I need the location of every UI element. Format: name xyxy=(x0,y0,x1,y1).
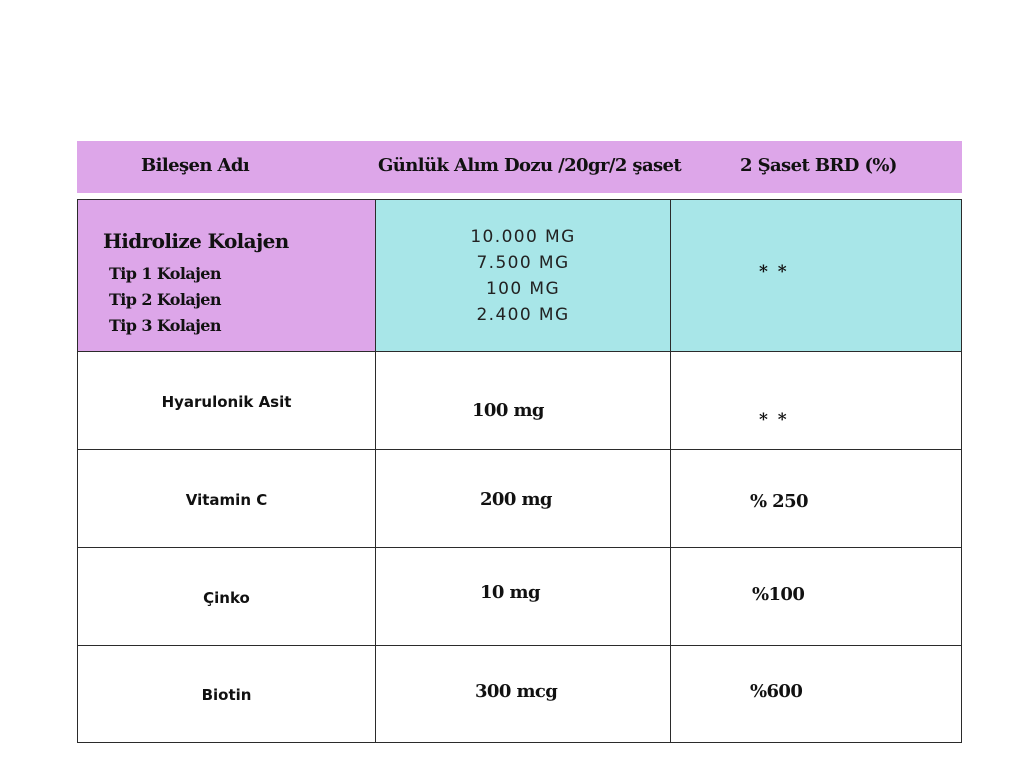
header-ingredient-name: Bileşen Adı xyxy=(141,155,250,176)
table-row-dose xyxy=(375,351,671,450)
collagen-dose-2: 7.500 MG xyxy=(476,253,570,273)
ingredient-dose: 300 mcg xyxy=(475,681,558,702)
nutrition-table xyxy=(77,199,962,743)
collagen-name-cell xyxy=(77,199,376,352)
collagen-type-3: Tip 3 Kolajen xyxy=(109,316,221,335)
table-row-brd xyxy=(670,645,962,743)
ingredient-name: Vitamin C xyxy=(185,491,268,509)
table-row-name xyxy=(77,547,376,646)
collagen-dose-3: 100 MG xyxy=(485,279,561,299)
ingredient-brd: * * xyxy=(759,410,789,430)
ingredient-brd: % 250 xyxy=(750,491,808,512)
ingredient-dose: 10 mg xyxy=(480,582,540,603)
ingredient-name: Biotin xyxy=(201,686,252,704)
table-row-dose xyxy=(375,547,671,646)
ingredient-dose: 100 mg xyxy=(472,400,544,421)
collagen-type-2: Tip 2 Kolajen xyxy=(109,290,221,309)
header-daily-dose: Günlük Alım Dozu /20gr/2 şaset xyxy=(378,155,682,176)
table-row-name xyxy=(77,645,376,743)
ingredient-name: Hyarulonik Asit xyxy=(161,393,292,411)
collagen-dose-1: 10.000 MG xyxy=(470,227,576,247)
table-row-brd xyxy=(670,351,962,450)
ingredient-name: Çinko xyxy=(203,589,250,607)
table-row-dose xyxy=(375,645,671,743)
collagen-dose-4: 2.400 MG xyxy=(476,305,570,325)
table-header xyxy=(77,141,962,193)
ingredient-brd: %600 xyxy=(750,681,803,702)
table-row-dose xyxy=(375,449,671,548)
header-brd-percent: 2 Şaset BRD (%) xyxy=(740,155,897,176)
collagen-dose-cell xyxy=(375,199,671,352)
table-row-name xyxy=(77,351,376,450)
collagen-brd-cell xyxy=(670,199,962,352)
ingredient-dose: 200 mg xyxy=(480,489,552,510)
collagen-title: Hidrolize Kolajen xyxy=(103,229,289,253)
collagen-type-1: Tip 1 Kolajen xyxy=(109,264,221,283)
table-row-name xyxy=(77,449,376,548)
collagen-brd-value: * * xyxy=(759,262,789,282)
table-row-brd xyxy=(670,547,962,646)
ingredient-brd: %100 xyxy=(752,584,805,605)
table-row-brd xyxy=(670,449,962,548)
